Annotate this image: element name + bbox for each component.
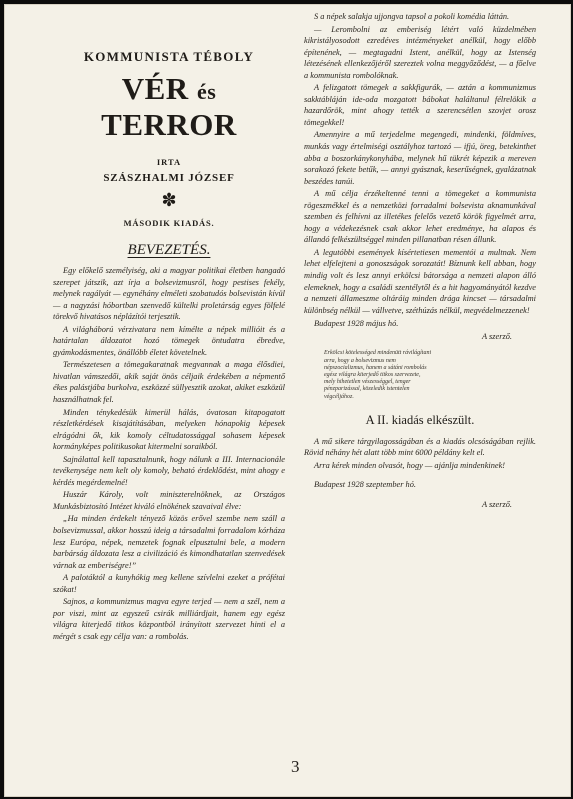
quote-paragraph: „Ha minden érdekelt tényező közös erővel szembe nem száll a bolsevizmussal, akkor hosszú ideig a társadalmi forradalom kórháza lesz Európa, népek, nemzetek fognak elpusztulni bele, a modern barbárság áldozata lesz a civilizáció és kimondhatatlan szenvedések várnak az emberiségre!” bbox=[53, 514, 285, 570]
document-page bbox=[4, 4, 571, 797]
paragraph: A palotáktól a kunyhókig meg kellene szívlelni ezeket a prófétai szókat! bbox=[53, 573, 285, 594]
dateline-second-edition: Budapest 1928 szeptember hó. bbox=[314, 480, 416, 490]
paragraph: Minden ténykedésük kimerül hálás, óvatosan kitapogatott részletkérdések kisajátításában, melyeken hónapokig képesek elrágódni ők, kik komoly céltudatossággal sohasem képesek kormányképes politikusokat kitermelni soraikból. bbox=[53, 407, 285, 452]
author-signature: A szerző. bbox=[482, 499, 512, 509]
page-number: 3 bbox=[291, 757, 300, 776]
irta-label: IRTA bbox=[156, 157, 182, 167]
paragraph: S a népek salakja ujjongva tapsol a pokoli komédia láttán. bbox=[314, 12, 510, 21]
boxed-note: Erkölcsi kötelességed mindenütt rávilágítani arra, hogy a bolsevizmus nem népszocializmus, hanem a sátáni rombolás egész világra kiterjedő titkos szervezete, mely hihetetlen vészességgel, tenger pénzparizással, közeledik istentelen végcéljához. bbox=[324, 350, 432, 400]
paragraph: Sajnálattal kell tapasztalnunk, hogy nálunk a III. Internacionále tevékenysége nem kelt oly komoly, beható érdeklődést, mint ahogy e kérdés megérdemelné! bbox=[53, 454, 285, 487]
continued-text bbox=[304, 11, 536, 342]
paragraph: — Lerombolni az emberiség létért való küzdelmében kikristályosodott ezredéves intézményeket anélkül, hogy előbb építenének, — megtagadni Istent, anélkül, hogy az Istenség létezésének ellenkezőjéről szereztek volna meggyőződést, — a főelve a kommunista rombolóknak. bbox=[304, 24, 536, 80]
paragraph: A világháború vérzivatara nem kímélte a népek millióit és a határtalan áldozatot hozó tömegek öntudatra ébredve, gyámkodásmentes, önállóbb életet követelnek. bbox=[53, 324, 285, 357]
paragraph: A legutóbbi események kísértetiesen mementói a multnak. Nem lehet elfelejteni a gonoszságok sorozatát! Bíznunk kell abban, hogy mindig volt és lesz annyi erkölcsi bátorsága a nemzeti alapon álló elemeknek, hogy a családi szentélytől és a hit hagyományától kezdve a nemzeti állameszme oltáráig minden drága kincset — társadalmi különbség nélkül — vállvetve, széthúzás nélkül, megvédelmezzenek! bbox=[304, 247, 536, 315]
right-column bbox=[304, 11, 536, 787]
paragraph: A mű célja érzékeltenné tenni a tömegeket a kommunista rögeszmékkel és a nemzetközi forradalmi bolsevista aknamunkával szemben és felhívni az illetékes felelős vezető körök figyelmét arra, hogy a védekezésnek csak akkor lehet eredménye, ha alapos és állandó felkészültséggel minden pillanatban résen állunk. bbox=[304, 189, 536, 245]
paragraph: A felizgatott tömegek a sakkfigurák, — aztán a kommunizmus sakktábláján ide-oda mozgatott bábokat haláltanul félrelökik a hazardőrök, mint ahogy tették a szerencsétlen szovjet orosz tömegekkel! bbox=[304, 83, 536, 127]
paragraph: Huszár Károly, volt miniszterelnöknek, az Országos Munkásbiztosító Intézet kiváló elnökének szavaival élve: bbox=[53, 490, 285, 511]
author-signature: A szerző. bbox=[482, 331, 512, 341]
paragraph: Sajnos, a kommunizmus magva egyre terjed — nem a szél, nem a por viszi, mint az egyszeű csirák milliárdjait, hanem egy egész világra kiterjedő titkos központból irányított szervezet hinti el a mérgét s csak egy célja van: a rombolás. bbox=[53, 597, 285, 641]
main-title bbox=[53, 71, 285, 143]
title-word-terror: TERROR bbox=[101, 107, 237, 142]
title-word-ver: VÉR bbox=[121, 71, 189, 106]
paragraph: Amennyire a mű terjedelme megengedi, mindenki, földmíves, munkás vagy értelmiségi osztályhoz tartozó — ifjú, öreg, betekinthet abba a boszorkánykonyhába, melynek hű tükrét képezik a mereven sorakozó fekete betűk, — annyi gyásznak, keserűségnek, gyalázatnak beszédes tanúi. bbox=[304, 130, 536, 186]
second-edition-heading: A II. kiadás elkészült. bbox=[365, 412, 475, 427]
flower-ornament-icon: ✽ bbox=[161, 190, 177, 211]
dateline-first-edition: Budapest 1928 május hó. bbox=[314, 319, 399, 329]
introduction-heading: BEVEZETÉS. bbox=[127, 242, 211, 258]
edition-label: MÁSODIK KIADÁS. bbox=[123, 218, 215, 228]
title-word-es: és bbox=[196, 79, 217, 104]
paragraph: Arra kérek minden olvasót, hogy — ajánlja mindenkinek! bbox=[314, 460, 506, 470]
introduction-text bbox=[53, 265, 285, 643]
second-edition-text bbox=[304, 436, 536, 511]
paragraph: Egy előkelő személyiség, aki a magyar politikai életben hangadó szerepet játszik, azt írja a bolsevizmusról, hogy pestises fekély, melynek ragályát — egynéhány elméleti szobatudós bolsevistán kívül — a nagyzási hóbortban szenvedő kültelki proletárság egyes fölfelé törekvő hivatásos néplázítói terjesztik. bbox=[53, 266, 285, 322]
series-title: KOMMUNISTA TÉBOLY bbox=[83, 49, 255, 64]
paragraph: Természetesen a tömegakaratnak megvannak a maga élősdiei, hivatlan vámszedői, akik saját önös céljaik érdekében a népmentő ékes palástjába burkolva, eszközzé süllyesztik azokat, akiket eszközül használhatnak fel. bbox=[53, 360, 285, 405]
left-column bbox=[53, 11, 285, 787]
author-name: SZÁSZHALMI JÓZSEF bbox=[103, 172, 235, 184]
paragraph: A mű sikere tárgyilagosságában és a kiadás olcsóságában rejlik. Rövid néhány hét alatt több mint 6000 példány kelt el. bbox=[304, 436, 536, 458]
